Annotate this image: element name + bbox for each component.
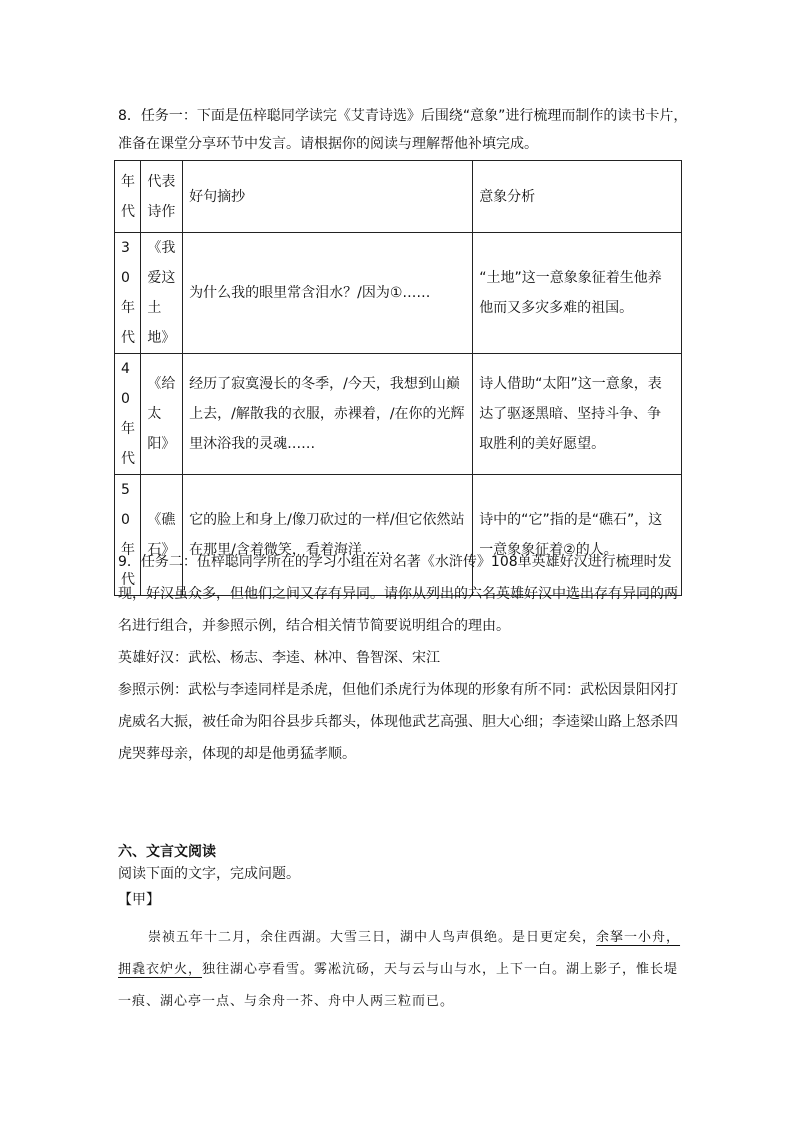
underlined-sentence: 余拏一小舟， xyxy=(596,930,681,945)
table-row xyxy=(115,354,682,475)
passage-text: 崇祯五年十二月，余住西湖。大雪三日，湖中人鸟声俱绝。是日更定矣， xyxy=(148,930,597,945)
reading-card-table xyxy=(114,160,682,596)
q8-line-2: 准备在课堂分享环节中发言。请根据你的阅读与理解帮他补填完成。 xyxy=(118,136,538,152)
passage-text: 一痕、湖心亭一点、与余舟一芥、舟中人两三粒而已。 xyxy=(118,994,455,1009)
q9-example-3: 虎哭葬母亲，体现的却是他勇猛孝顺。 xyxy=(118,746,356,762)
row-era: 40年代 xyxy=(115,354,141,475)
row-poem: 《给太阳》 xyxy=(141,354,183,475)
classical-passage xyxy=(118,922,688,1018)
header-era: 年代 xyxy=(115,161,141,233)
header-poem: 代表诗作 xyxy=(141,161,183,233)
q9-line-3: 名进行组合，并参照示例，结合相关情节简要说明组合的理由。 xyxy=(118,618,510,634)
q9-heroes: 英雄好汉：武松、杨志、李逵、林冲、鲁智深、宋江 xyxy=(118,650,440,666)
section-instruction: 阅读下面的文字，完成问题。 xyxy=(118,866,300,882)
q9-example-2: 虎威名大振，被任命为阳谷县步兵都头，体现他武艺高强、胆大心细；李逵梁山路上怒杀四 xyxy=(118,714,678,730)
row-poem: 《我爱这土地》 xyxy=(141,233,183,354)
q9-example-1: 参照示例：武松与李逵同样是杀虎，但他们杀虎行为体现的形象有所不同：武松因景阳冈打 xyxy=(118,682,678,698)
row-quote: 为什么我的眼里常含泪水？/因为①…… xyxy=(183,233,473,354)
row-analysis: 诗人借助“太阳”这一意象，表达了驱逐黑暗、坚持斗争、争取胜利的美好愿望。 xyxy=(473,354,682,475)
table-row xyxy=(115,475,682,596)
passage-line-1 xyxy=(118,922,688,954)
row-quote: 经历了寂寞漫长的冬季，/今天，我想到山巅上去，/解散我的衣服，赤裸着，/在你的光辉里沐浴我的灵魂…… xyxy=(183,354,473,475)
header-analysis: 意象分析 xyxy=(473,161,682,233)
passage-line-2 xyxy=(118,954,688,986)
underlined-sentence: 拥毳衣炉火， xyxy=(118,962,203,977)
row-analysis: “土地”这一意象象征着生他养他而又多灾多难的祖国。 xyxy=(473,233,682,354)
row-era: 50年代 xyxy=(115,475,141,596)
q9-line-1: 9．任务二：伍梓聪同学所在的学习小组在对名著《水浒传》108单英雄好汉进行梳理时发 xyxy=(118,554,672,570)
passage-label: 【甲】 xyxy=(118,892,160,908)
passage-text: 独往湖心亭看雪。雾凇沆砀，天与云与山与水，上下一白。湖上影子，惟长堤 xyxy=(202,962,679,977)
header-quote: 好句摘抄 xyxy=(183,161,473,233)
row-era: 30年代 xyxy=(115,233,141,354)
table-row xyxy=(115,233,682,354)
row-quote: 它的脸上和身上/像刀砍过的一样/但它依然站在那里/含着微笑，看着海洋…… xyxy=(183,475,473,596)
row-analysis: 诗中的“它”指的是“礁石”，这一意象象征着②的人。 xyxy=(473,475,682,596)
q9-line-2: 现，好汉虽众多，但他们之间又存有异同。请你从列出的六名英雄好汉中选出存有异同的两 xyxy=(118,586,678,602)
row-poem: 《礁石》 xyxy=(141,475,183,596)
passage-line-3 xyxy=(118,986,688,1018)
q8-line-1: 8．任务一：下面是伍梓聪同学读完《艾青诗选》后围绕“意象”进行梳理而制作的读书卡片， xyxy=(118,108,688,124)
table-header-row xyxy=(115,161,682,233)
section-title: 六、文言文阅读 xyxy=(118,844,216,860)
